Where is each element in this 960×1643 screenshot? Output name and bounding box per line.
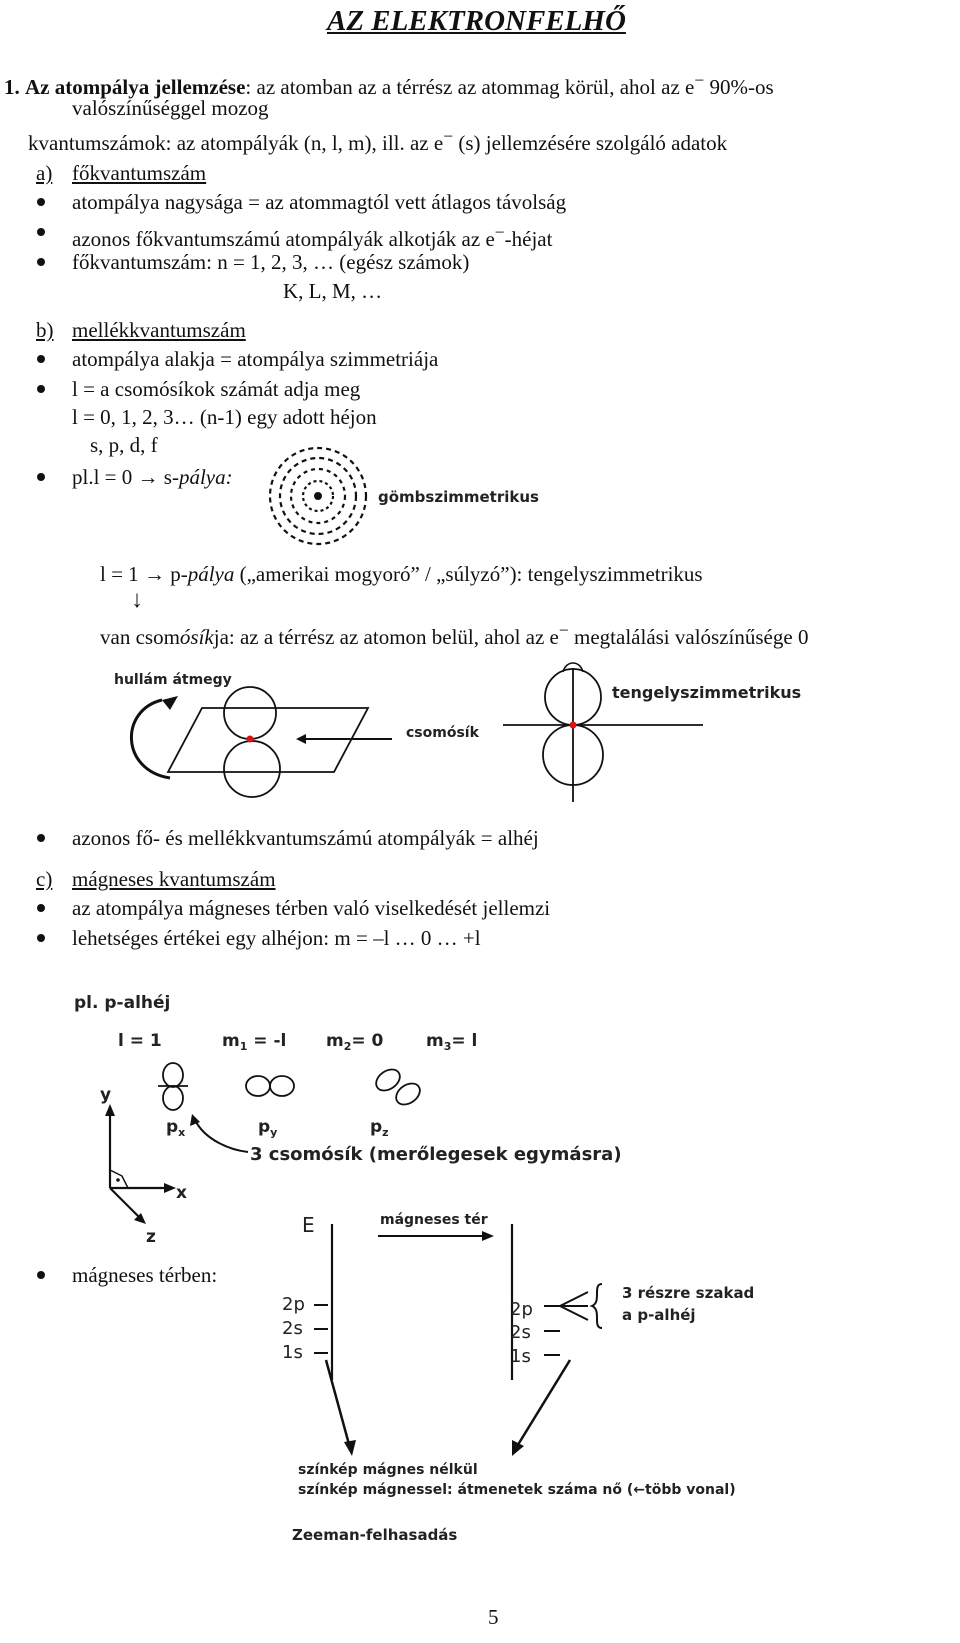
text-part: („amerikai mogyoró” / „súlyzó”): tengelyszimmetrikus	[234, 562, 703, 586]
p-subshell-title: pl. p-alhéj	[74, 993, 171, 1013]
section-number: 1.	[4, 75, 20, 99]
bullet-text	[72, 219, 552, 252]
wave-label: hullám átmegy	[114, 672, 232, 688]
page-number: 5	[488, 1605, 499, 1629]
py-lobe	[270, 1076, 294, 1096]
text-part: van csom	[100, 625, 180, 649]
m1-label: $m_1 = -l$	[222, 1031, 287, 1053]
text-part: p-	[164, 562, 188, 586]
text-part: l = 1	[100, 562, 144, 586]
s-orbital-example	[72, 464, 233, 490]
minus-sign: −	[443, 126, 454, 146]
text-part: pálya	[187, 562, 235, 586]
nucleus-dot	[247, 736, 254, 743]
bullet-text: lehetséges értékei egy alhéjon: m = –l … 0 … +l	[72, 926, 481, 950]
bullet-text: főkvantumszám: n = 1, 2, 3, … (egész számok)	[72, 250, 470, 274]
arrow-head-icon	[105, 1104, 115, 1116]
bullet-icon	[37, 934, 45, 942]
section-1-line-3	[28, 123, 727, 156]
curly-brace	[592, 1284, 602, 1328]
bullet-text: azonos fő- és mellékkvantumszámú atompályák = alhéj	[72, 826, 539, 850]
axis-z-label: z	[146, 1227, 156, 1247]
text-part: ósík	[179, 625, 214, 649]
section-text: 90%-os	[704, 75, 774, 99]
m2-label: $m_2= 0$	[326, 1031, 384, 1053]
node-label: csomósík	[406, 725, 479, 741]
s-orbital-label: gömbszimmetrikus	[378, 488, 539, 506]
arrow-down-icon: ↓	[131, 587, 143, 613]
split-line	[560, 1292, 588, 1306]
arrow-head-icon	[482, 1231, 494, 1241]
text-part: ja: az a térrész az atomon belül, ahol az e	[213, 625, 559, 649]
arrow-head-icon	[344, 1440, 356, 1456]
bullet-icon	[37, 1271, 45, 1279]
text-part: pl.l = 0	[72, 465, 138, 489]
arrow-head-icon	[296, 734, 306, 744]
section-text: kvantumszámok: az atompályák (n, l, m), ill. az e	[28, 131, 444, 155]
section-heading: Az atompálya jellemzése	[25, 75, 246, 99]
node-definition	[100, 617, 808, 650]
spectrum-no-field: színkép mágnes nélkül	[298, 1462, 478, 1478]
level-label: 2p	[282, 1294, 305, 1315]
arrow-head-icon	[164, 1183, 176, 1193]
zeeman-diagram	[270, 1210, 830, 1590]
l-values: l = 0, 1, 2, 3… (n-1) egy adott héjon	[72, 405, 377, 429]
px-lobe	[163, 1086, 183, 1110]
right-angle-dot	[116, 1178, 120, 1182]
p-lobe	[224, 687, 276, 739]
l-label: l = 1	[118, 1031, 162, 1051]
bullet-icon	[37, 228, 45, 236]
split-line	[560, 1306, 588, 1320]
bullet-text: l = a csomósíkok számát adja meg	[72, 377, 361, 401]
bullet-icon	[37, 198, 45, 206]
m3-label: $m_3= l$	[426, 1031, 478, 1053]
bullet-text: mágneses térben:	[72, 1263, 218, 1287]
level-label: 2s	[282, 1318, 303, 1339]
pointer-line	[516, 1360, 570, 1448]
bullet-icon	[37, 355, 45, 363]
bullet-text-part: -héjat	[504, 227, 553, 251]
p-orbital-diagram	[100, 660, 820, 810]
bullet-icon	[37, 385, 45, 393]
section-1-line-2: valószínűséggel mozog	[72, 96, 269, 120]
axis-x-label: x	[176, 1183, 187, 1203]
nucleus-dot	[570, 722, 577, 729]
part-a-heading: főkvantumszám	[72, 161, 207, 185]
level-label: 2s	[510, 1322, 531, 1343]
axis-y-label: y	[100, 1085, 112, 1105]
bullet-icon	[37, 258, 45, 266]
level-label: 2p	[510, 1299, 533, 1320]
bullet-icon	[37, 473, 45, 481]
px-label: $p_x$	[166, 1117, 186, 1139]
axis-symmetry-label: tengelyszimmetrikus	[612, 683, 802, 702]
field-label: mágneses tér	[380, 1212, 488, 1228]
energy-label: E	[302, 1213, 315, 1237]
p-lobe	[224, 741, 280, 797]
pz-label: $p_z$	[370, 1117, 389, 1139]
minus-sign: −	[694, 70, 705, 90]
s-orbital-diagram	[268, 446, 548, 551]
curved-arrow-icon	[131, 700, 170, 778]
zeeman-caption: Zeeman-felhasadás	[292, 1526, 458, 1544]
curved-arrow-icon	[195, 1120, 248, 1152]
nodal-planes-label: 3 csomósík (merőlegesek egymásra)	[250, 1144, 622, 1165]
page-title: AZ ELEKTRONFELHŐ	[327, 5, 626, 37]
level-label: 1s	[510, 1346, 531, 1367]
p-orbital-line	[100, 561, 703, 587]
text-part: pálya:	[178, 465, 233, 489]
part-b-label: b)	[36, 318, 54, 342]
z-axis	[110, 1188, 142, 1220]
minus-sign: −	[494, 222, 505, 242]
part-c-heading: mágneses kvantumszám	[72, 867, 276, 891]
py-label: $p_y$	[258, 1117, 278, 1139]
bullet-text-part: azonos főkvantumszámú atompályák alkotják az e	[72, 227, 495, 251]
shell-letters: K, L, M, …	[283, 279, 383, 303]
text-part: megtalálási valószínűsége 0	[568, 625, 809, 649]
orbital-letters: s, p, d, f	[90, 433, 158, 457]
py-lobe	[246, 1076, 270, 1096]
part-c-label: c)	[36, 867, 53, 891]
section-text: (s) jellemzésére szolgáló adatok	[453, 131, 728, 155]
spectrum-field: színkép mágnessel: átmenetek száma nő (←több vonal)	[298, 1482, 736, 1498]
px-lobe	[163, 1063, 183, 1087]
level-label: 1s	[282, 1342, 303, 1363]
bullet-icon	[37, 904, 45, 912]
split-label-1: 3 részre szakad	[622, 1284, 755, 1302]
part-b-heading: mellékkvantumszám	[72, 318, 246, 342]
minus-sign: −	[558, 620, 569, 640]
text-part: s-	[158, 465, 179, 489]
bullet-text: atompálya nagysága = az atommagtól vett átlagos távolság	[72, 190, 567, 214]
arrow-head-icon	[162, 696, 178, 710]
nucleus-dot	[314, 492, 322, 500]
arrow-right-icon: →	[143, 562, 165, 586]
bullet-text: az atompálya mágneses térben való viselkedését jellemzi	[72, 896, 551, 920]
bullet-icon	[37, 834, 45, 842]
pointer-line	[326, 1360, 350, 1448]
arrow-right-icon: →	[137, 465, 159, 489]
section-text: : az atomban az a térrész az atommag körül, ahol az e	[245, 75, 695, 99]
part-a-label: a)	[36, 161, 53, 185]
bullet-text: atompálya alakja = atompálya szimmetriája	[72, 347, 439, 371]
split-label-2: a p-alhéj	[622, 1306, 696, 1324]
